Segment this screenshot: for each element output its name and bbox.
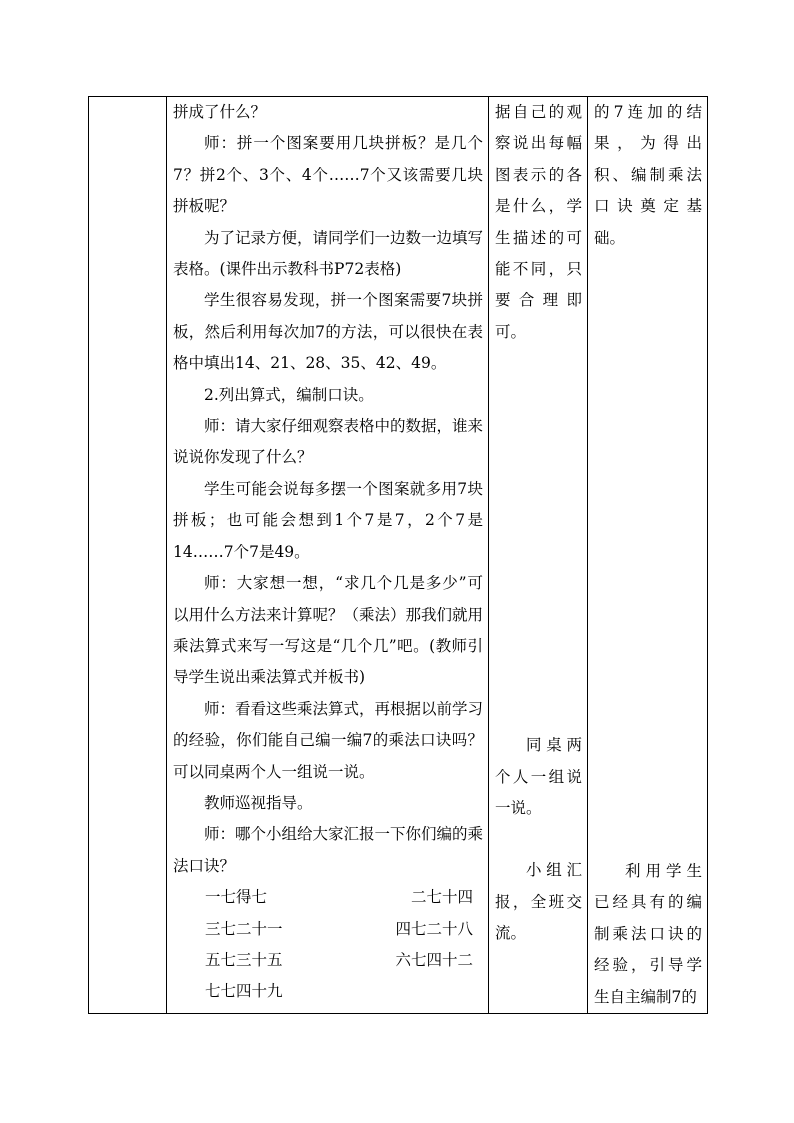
- paragraph: 师：哪个小组给大家汇报一下你们编的乘法口诀？: [173, 825, 484, 875]
- rhyme-left: 五七三十五: [205, 950, 283, 969]
- rhyme-right: 六七四十二: [395, 950, 473, 969]
- rhyme-row: [173, 945, 483, 976]
- spacer: [495, 824, 582, 855]
- table-row: [89, 97, 708, 1014]
- paragraph: 教师巡视指导。: [204, 793, 313, 812]
- student-activity-text: 据自己的观察说出每幅图表示的各是什么，学生描述的可能不同，只要合理即可。: [495, 103, 582, 341]
- lesson-plan-table: [88, 96, 708, 1014]
- rhyme-left: 三七二十一: [205, 919, 283, 938]
- paragraph: 为了记录方便，请同学们一边数一边填写表格。(课件出示教科书P72表格): [173, 228, 484, 279]
- stage-column-cell: [89, 97, 167, 1014]
- paragraph: 师：大家想一想，“求几个几是多少”可以用什么方法来计算呢？（乘法）那我们就用乘法算式来写一写这是“几个几”吧。(教师引导学生说出乘法算式并板书): [173, 574, 484, 687]
- student-activity-text: 同桌两个人一组说一说。: [495, 736, 582, 818]
- rhyme-left: 七七四十九: [205, 982, 283, 1001]
- design-intent-text: 利用学生已经具有的编制乘法口诀的经验，引导学生自主编制7的: [594, 862, 702, 1006]
- paragraph: 学生可能会说每多摆一个图案就多用7块拼板；也可能会想到1个7是7，2个7是14……7个7是49。: [173, 479, 483, 561]
- spacer: [495, 348, 582, 730]
- student-activity-cell: [489, 97, 588, 1014]
- student-activity-text: 小组汇报，全班交流。: [495, 861, 582, 943]
- design-intent-text: 的7连加的结果，为得出积、编制乘法口诀奠定基础。: [594, 103, 702, 247]
- paragraph: 师：看看这些乘法算式，再根据以前学习的经验，你们能自己编一编7的乘法口诀吗？可以同桌两个人一组说一说。: [173, 699, 484, 781]
- paragraph: 拼成了什么？: [173, 103, 267, 121]
- paragraph: 2.列出算式，编制口诀。: [204, 385, 374, 404]
- rhyme-row: [173, 976, 483, 1007]
- rhyme-row: [173, 882, 483, 913]
- rhyme-right: 二七十四: [410, 888, 473, 907]
- paragraph: 师：请大家仔细观察表格中的数据，谁来说说你发现了什么？: [173, 417, 484, 467]
- spacer: [594, 254, 702, 856]
- teaching-process-cell: [167, 97, 489, 1014]
- paragraph: 师：拼一个图案要用几块拼板？是几个7？拼2个、3个、4个……7个又该需要几块拼板呢？: [173, 134, 483, 216]
- rhyme-left: 一七得七: [205, 888, 268, 907]
- rhyme-row: [173, 914, 483, 945]
- paragraph: 学生很容易发现，拼一个图案需要7块拼板，然后利用每次加7的方法，可以很快在表格中填出14、21、28、35、42、49。: [173, 291, 483, 373]
- design-intent-cell: [588, 97, 708, 1014]
- rhyme-right: 四七二十八: [395, 919, 473, 938]
